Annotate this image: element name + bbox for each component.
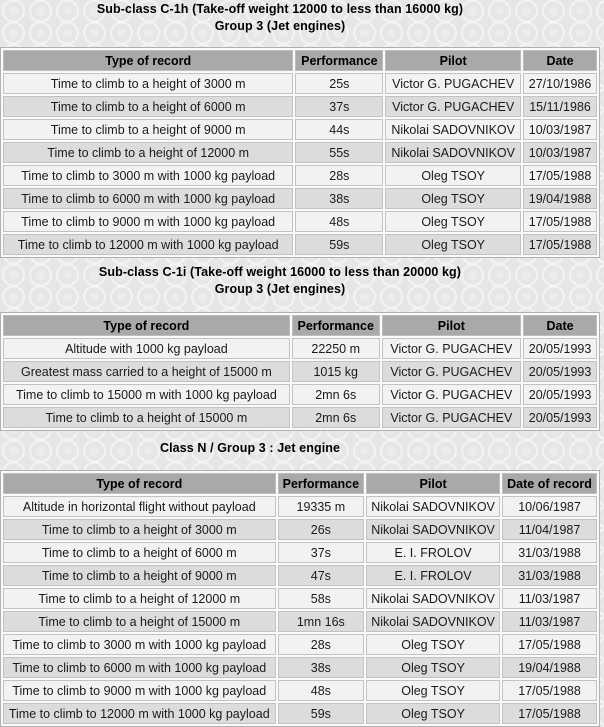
cell-pilot: Victor G. PUGACHEV (382, 407, 521, 428)
cell-type: Time to climb to a height of 15000 m (3, 611, 276, 632)
cell-type: Altitude with 1000 kg payload (3, 338, 290, 359)
cell-pilot: Oleg TSOY (366, 634, 500, 655)
table-row (3, 680, 597, 701)
cell-type: Time to climb to 15000 m with 1000 kg payload (3, 384, 290, 405)
cell-pilot: Victor G. PUGACHEV (382, 338, 521, 359)
table-row (3, 188, 597, 209)
cell-date: 11/03/1987 (502, 611, 597, 632)
cell-pilot: E. I. FROLOV (366, 565, 500, 586)
cell-date: 20/05/1993 (523, 361, 597, 382)
cell-type: Time to climb to 12000 m with 1000 kg payload (3, 703, 276, 724)
cell-performance: 44s (295, 119, 383, 140)
cell-performance: 37s (295, 96, 383, 117)
cell-date: 20/05/1993 (523, 407, 597, 428)
cell-date: 20/05/1993 (523, 338, 597, 359)
section-heading (0, 264, 560, 298)
column-header-pilot: Pilot (366, 473, 500, 494)
cell-type: Time to climb to a height of 3000 m (3, 519, 276, 540)
cell-pilot: Nikolai SADOVNIKOV (366, 611, 500, 632)
cell-pilot: Victor G. PUGACHEV (382, 361, 521, 382)
table-row (3, 657, 597, 678)
cell-performance: 26s (278, 519, 365, 540)
column-header-performance: Performance (278, 473, 365, 494)
cell-pilot: Oleg TSOY (385, 234, 521, 255)
cell-date: 17/05/1988 (523, 234, 597, 255)
cell-performance: 28s (278, 634, 365, 655)
section-c1i (0, 264, 604, 425)
table-row (3, 611, 597, 632)
cell-type: Time to climb to 3000 m with 1000 kg payload (3, 165, 293, 186)
heading-line-1: Sub-class C-1i (Take-off weight 16000 to less than 20000 kg) (98, 265, 462, 279)
cell-date: 17/05/1988 (502, 703, 597, 724)
table-header-row (3, 473, 597, 494)
heading-line-2: Group 3 (Jet engines) (214, 19, 346, 33)
table-row (3, 519, 597, 540)
table-header-row (3, 50, 597, 71)
table-row (3, 119, 597, 140)
cell-date: 11/03/1987 (502, 588, 597, 609)
cell-pilot: Nikolai SADOVNIKOV (366, 588, 500, 609)
cell-performance: 28s (295, 165, 383, 186)
cell-performance: 58s (278, 588, 365, 609)
cell-performance: 1015 kg (292, 361, 380, 382)
table-row (3, 165, 597, 186)
cell-performance: 25s (295, 73, 383, 94)
cell-pilot: Oleg TSOY (385, 188, 521, 209)
section-heading (0, 440, 500, 457)
column-header-type: Type of record (3, 473, 276, 494)
cell-performance: 59s (278, 703, 365, 724)
heading-line-1: Sub-class C-1h (Take-off weight 12000 to less than 16000 kg) (96, 2, 464, 16)
cell-performance: 38s (278, 657, 365, 678)
cell-performance: 37s (278, 542, 365, 563)
cell-performance: 48s (278, 680, 365, 701)
cell-type: Time to climb to a height of 12000 m (3, 588, 276, 609)
records-table-c1h (0, 47, 600, 258)
table-row (3, 142, 597, 163)
cell-performance: 47s (278, 565, 365, 586)
cell-pilot: Oleg TSOY (366, 680, 500, 701)
section-class-n (0, 440, 604, 721)
cell-date: 19/04/1988 (523, 188, 597, 209)
table-row (3, 73, 597, 94)
section-c1h (0, 1, 604, 252)
cell-type: Time to climb to 12000 m with 1000 kg payload (3, 234, 293, 255)
table-row (3, 361, 597, 382)
cell-type: Time to climb to a height of 9000 m (3, 565, 276, 586)
cell-pilot: Nikolai SADOVNIKOV (385, 142, 521, 163)
cell-date: 31/03/1988 (502, 542, 597, 563)
cell-date: 20/05/1993 (523, 384, 597, 405)
column-header-performance: Performance (292, 315, 380, 336)
cell-type: Time to climb to 6000 m with 1000 kg payload (3, 657, 276, 678)
cell-type: Time to climb to a height of 6000 m (3, 96, 293, 117)
cell-date: 17/05/1988 (502, 634, 597, 655)
cell-pilot: Oleg TSOY (366, 703, 500, 724)
column-header-performance: Performance (295, 50, 383, 71)
cell-date: 31/03/1988 (502, 565, 597, 586)
column-header-type: Type of record (3, 315, 290, 336)
table-row (3, 211, 597, 232)
cell-date: 19/04/1988 (502, 657, 597, 678)
table-header-row (3, 315, 597, 336)
cell-date: 17/05/1988 (502, 680, 597, 701)
cell-date: 15/11/1986 (523, 96, 597, 117)
cell-pilot: E. I. FROLOV (366, 542, 500, 563)
table-row (3, 565, 597, 586)
cell-pilot: Oleg TSOY (366, 657, 500, 678)
records-table-class-n (0, 470, 600, 727)
cell-performance: 55s (295, 142, 383, 163)
cell-type: Time to climb to a height of 9000 m (3, 119, 293, 140)
cell-performance: 22250 m (292, 338, 380, 359)
column-header-pilot: Pilot (382, 315, 521, 336)
table-row (3, 634, 597, 655)
heading-line-1: Class N / Group 3 : Jet engine (159, 441, 341, 455)
table-row (3, 384, 597, 405)
cell-performance: 19335 m (278, 496, 365, 517)
cell-performance: 1mn 16s (278, 611, 365, 632)
table-row (3, 96, 597, 117)
table-row (3, 234, 597, 255)
cell-type: Time to climb to a height of 12000 m (3, 142, 293, 163)
cell-type: Time to climb to 9000 m with 1000 kg payload (3, 680, 276, 701)
cell-date: 11/04/1987 (502, 519, 597, 540)
cell-pilot: Nikolai SADOVNIKOV (366, 496, 500, 517)
cell-type: Time to climb to 9000 m with 1000 kg payload (3, 211, 293, 232)
cell-performance: 48s (295, 211, 383, 232)
records-table-c1i (0, 312, 600, 431)
heading-line-2: Group 3 (Jet engines) (214, 282, 346, 296)
cell-type: Time to climb to a height of 15000 m (3, 407, 290, 428)
cell-pilot: Victor G. PUGACHEV (385, 96, 521, 117)
cell-type: Greatest mass carried to a height of 15000 m (3, 361, 290, 382)
column-header-date: Date (523, 315, 597, 336)
table-row (3, 407, 597, 428)
column-header-pilot: Pilot (385, 50, 521, 71)
cell-pilot: Oleg TSOY (385, 165, 521, 186)
cell-date: 10/03/1987 (523, 119, 597, 140)
table-row (3, 588, 597, 609)
cell-date: 27/10/1986 (523, 73, 597, 94)
cell-pilot: Nikolai SADOVNIKOV (366, 519, 500, 540)
cell-performance: 2mn 6s (292, 384, 380, 405)
cell-date: 10/06/1987 (502, 496, 597, 517)
cell-type: Time to climb to 6000 m with 1000 kg payload (3, 188, 293, 209)
table-row (3, 542, 597, 563)
cell-pilot: Nikolai SADOVNIKOV (385, 119, 521, 140)
cell-date: 10/03/1987 (523, 142, 597, 163)
cell-performance: 59s (295, 234, 383, 255)
cell-type: Time to climb to 3000 m with 1000 kg payload (3, 634, 276, 655)
cell-date: 17/05/1988 (523, 165, 597, 186)
cell-date: 17/05/1988 (523, 211, 597, 232)
cell-performance: 38s (295, 188, 383, 209)
table-row (3, 338, 597, 359)
cell-type: Altitude in horizontal flight without payload (3, 496, 276, 517)
cell-type: Time to climb to a height of 6000 m (3, 542, 276, 563)
cell-type: Time to climb to a height of 3000 m (3, 73, 293, 94)
column-header-date: Date (523, 50, 597, 71)
table-row (3, 496, 597, 517)
section-heading (0, 1, 560, 35)
cell-pilot: Oleg TSOY (385, 211, 521, 232)
cell-performance: 2mn 6s (292, 407, 380, 428)
cell-pilot: Victor G. PUGACHEV (382, 384, 521, 405)
column-header-type: Type of record (3, 50, 293, 71)
column-header-date: Date of record (502, 473, 597, 494)
cell-pilot: Victor G. PUGACHEV (385, 73, 521, 94)
